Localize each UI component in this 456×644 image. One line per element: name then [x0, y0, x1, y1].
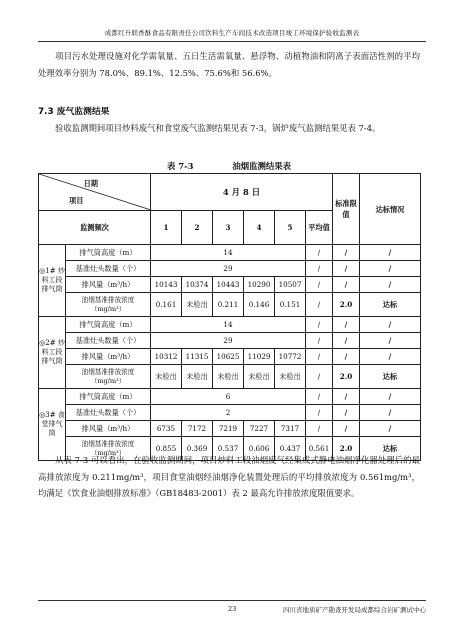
- average-header: 平均值: [306, 211, 333, 245]
- group-label: ◎1# 炒料工段排气筒: [39, 245, 66, 317]
- standard-cell: /: [333, 405, 360, 421]
- intro-paragraph: [38, 48, 420, 81]
- col-header-1: 1: [151, 211, 182, 245]
- value-cell: 0.537: [213, 437, 244, 461]
- footer-organization: 四川省地质矿产勘查开发局成都综合岩矿测试中心: [283, 606, 426, 614]
- merged-value: 2: [151, 405, 306, 421]
- row-label: 排风量（m³/h）: [66, 277, 151, 293]
- table-row: [39, 277, 421, 293]
- value-cell: 7227: [244, 421, 275, 437]
- table-caption-number: 表 7-3: [167, 161, 194, 171]
- value-cell: 7219: [213, 421, 244, 437]
- standard-cell: 2.0: [333, 293, 360, 317]
- compliance-cell: 达标: [360, 437, 421, 461]
- value-cell: 0.606: [244, 437, 275, 461]
- merged-value: 14: [151, 317, 306, 333]
- conclusion-paragraph: [38, 452, 420, 502]
- table-caption-title: 油烟监测结果表: [232, 161, 291, 171]
- value-cell: 0.146: [244, 293, 275, 317]
- row-label: 排风量（m³/h）: [66, 349, 151, 365]
- standard-cell: /: [333, 245, 360, 261]
- value-cell: 10312: [151, 349, 182, 365]
- average-cell: 0.561: [306, 437, 333, 461]
- col-header-5: 5: [275, 211, 306, 245]
- compliance-cell: /: [360, 349, 421, 365]
- row-label: 基准灶头数量（个）: [66, 261, 151, 277]
- merged-value: 14: [151, 245, 306, 261]
- row-label: 油烟基准排放浓度（mg/m³）: [66, 437, 151, 461]
- standard-limit-header: 标准限值: [333, 174, 360, 245]
- monitoring-table: [38, 173, 421, 461]
- table-row: [39, 293, 421, 317]
- value-cell: 未检出: [151, 365, 182, 389]
- value-cell: 0.161: [151, 293, 182, 317]
- page-footer: [38, 600, 426, 614]
- standard-cell: /: [333, 349, 360, 365]
- compliance-cell: /: [360, 245, 421, 261]
- value-cell: 10625: [213, 349, 244, 365]
- compliance-header: 达标情况: [360, 174, 421, 245]
- date-value: 4 月 8 日: [151, 174, 333, 211]
- value-cell: 0.151: [275, 293, 306, 317]
- value-cell: 0.437: [275, 437, 306, 461]
- table-row: [39, 349, 421, 365]
- table-row: [39, 365, 421, 389]
- value-cell: 10374: [182, 277, 213, 293]
- value-cell: 未检出: [275, 365, 306, 389]
- standard-cell: /: [333, 317, 360, 333]
- merged-value: 29: [151, 333, 306, 349]
- header-diagonal-cell: [39, 174, 151, 211]
- average-cell: /: [306, 349, 333, 365]
- date-header-label: 日期: [83, 179, 98, 188]
- table-row: [39, 421, 421, 437]
- intro-text: 项目污水处理设施对化学需氧量、五日生活需氧量、悬浮物、动植物油和阴离子表面活性剂的平均处理效率分别为 78.0%、89.1%、12.5%、75.6%和 56.6%。: [38, 51, 420, 78]
- col-header-4: 4: [244, 211, 275, 245]
- row-label: 油烟基准排放浓度（mg/m³）: [66, 365, 151, 389]
- average-cell: /: [306, 277, 333, 293]
- compliance-cell: /: [360, 421, 421, 437]
- value-cell: 未检出: [182, 365, 213, 389]
- section-paragraph: [38, 120, 420, 137]
- table-row: [39, 317, 421, 333]
- compliance-cell: /: [360, 405, 421, 421]
- value-cell: 0.211: [213, 293, 244, 317]
- value-cell: 10290: [244, 277, 275, 293]
- average-cell: /: [306, 365, 333, 389]
- value-cell: 7172: [182, 421, 213, 437]
- group-label: ◎3# 食堂排气筒: [39, 389, 66, 461]
- average-cell: /: [306, 421, 333, 437]
- row-label: 排气筒高度（m）: [66, 245, 151, 261]
- average-cell: /: [306, 293, 333, 317]
- frequency-header: 监测频次: [39, 211, 151, 245]
- average-cell: /: [306, 405, 333, 421]
- conclusion-text: 从表 7-3 可以看出，在验收监测期间，项目炒料工段油烟废气经集成式静电油烟净化器处理后的最高排放浓度为 0.211mg/m³，项目食堂油烟经油烟净化装置处理后的平均排放浓度为 0.561mg/m³，均满足《饮食业油烟排放标准》（GB18483-2001）表 2 最高允许排放浓度限值要求。: [38, 455, 420, 498]
- standard-cell: /: [333, 261, 360, 277]
- row-label: 油烟基准排放浓度（mg/m³）: [66, 293, 151, 317]
- group-label: ◎2# 炒料工段排气筒: [39, 317, 66, 389]
- row-label: 基准灶头数量（个）: [66, 405, 151, 421]
- section-text: 验收监测期间项目炒料废气和食堂废气监测结果见表 7-3，锅炉废气监测结果见表 7-4。: [55, 123, 381, 133]
- compliance-cell: /: [360, 389, 421, 405]
- item-header-label: 项目: [69, 196, 84, 205]
- table-row: [39, 405, 421, 421]
- standard-cell: /: [333, 333, 360, 349]
- merged-value: 6: [151, 389, 306, 405]
- row-label: 排气筒高度（m）: [66, 317, 151, 333]
- compliance-cell: /: [360, 333, 421, 349]
- value-cell: 10507: [275, 277, 306, 293]
- page-header: 成都红升联香酥食品有限责任公司饮料生产车间技术改造项目竣工环境保护验收监测表: [38, 28, 426, 42]
- value-cell: 未检出: [244, 365, 275, 389]
- table-caption: [38, 160, 420, 172]
- value-cell: 0.369: [182, 437, 213, 461]
- standard-cell: /: [333, 389, 360, 405]
- compliance-cell: /: [360, 277, 421, 293]
- value-cell: 11315: [182, 349, 213, 365]
- row-label: 排气筒高度（m）: [66, 389, 151, 405]
- value-cell: 7317: [275, 421, 306, 437]
- standard-cell: /: [333, 421, 360, 437]
- standard-cell: 2.0: [333, 437, 360, 461]
- table-row: [39, 389, 421, 405]
- value-cell: 未检出: [213, 365, 244, 389]
- value-cell: 未检出: [182, 293, 213, 317]
- average-cell: /: [306, 333, 333, 349]
- compliance-cell: 达标: [360, 293, 421, 317]
- table-row: [39, 245, 421, 261]
- value-cell: 10443: [213, 277, 244, 293]
- merged-value: 29: [151, 261, 306, 277]
- row-label: 基准灶头数量（个）: [66, 333, 151, 349]
- average-cell: /: [306, 317, 333, 333]
- value-cell: 10772: [275, 349, 306, 365]
- table-row: [39, 333, 421, 349]
- compliance-cell: /: [360, 317, 421, 333]
- compliance-cell: /: [360, 261, 421, 277]
- average-cell: /: [306, 389, 333, 405]
- value-cell: 6735: [151, 421, 182, 437]
- average-cell: /: [306, 245, 333, 261]
- table-row: [39, 261, 421, 277]
- value-cell: 0.855: [151, 437, 182, 461]
- section-heading: 7.3 废气监测结果: [38, 107, 110, 117]
- average-cell: /: [306, 261, 333, 277]
- value-cell: 11029: [244, 349, 275, 365]
- col-header-3: 3: [213, 211, 244, 245]
- page-number: 23: [228, 605, 237, 613]
- value-cell: 10143: [151, 277, 182, 293]
- standard-cell: /: [333, 277, 360, 293]
- row-label: 排风量（m³/h）: [66, 421, 151, 437]
- compliance-cell: 达标: [360, 365, 421, 389]
- standard-cell: 2.0: [333, 365, 360, 389]
- col-header-2: 2: [182, 211, 213, 245]
